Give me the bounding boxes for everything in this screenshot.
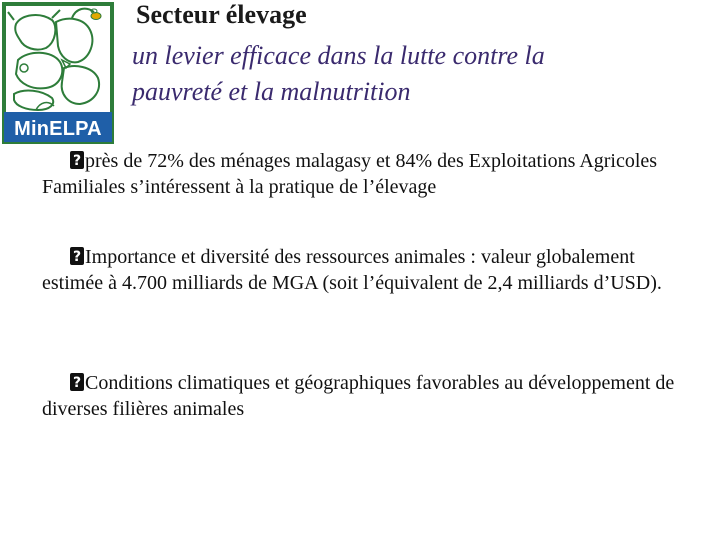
missing-glyph-icon	[70, 247, 84, 265]
bullet-text: Importance et diversité des ressources animales : valeur globalement estimée à 4.700 milliards de MGA (soit l’équivalent de 2,4 milliards d’USD).	[42, 246, 662, 294]
subtitle-line-2: pauvreté et la malnutrition	[132, 77, 411, 106]
bullet-text: près de 72% des ménages malagasy et 84% des Exploitations Agricoles Familiales s’intéressent à la pratique de l’élevage	[42, 150, 658, 198]
bullet-item	[42, 244, 692, 296]
minelpa-logo	[2, 2, 114, 144]
subtitle-line-1: un levier efficace dans la lutte contre la	[132, 41, 545, 70]
bullet-item	[42, 148, 692, 200]
missing-glyph-icon	[70, 373, 84, 391]
bullet-item	[42, 370, 692, 422]
logo-text: MinELPA	[14, 117, 102, 140]
missing-glyph-icon	[70, 151, 84, 169]
page-title: Secteur élevage	[136, 0, 307, 29]
bullet-text: Conditions climatiques et géographiques favorables au développement de diverses filières animales	[42, 372, 675, 420]
page-subtitle	[132, 38, 652, 110]
